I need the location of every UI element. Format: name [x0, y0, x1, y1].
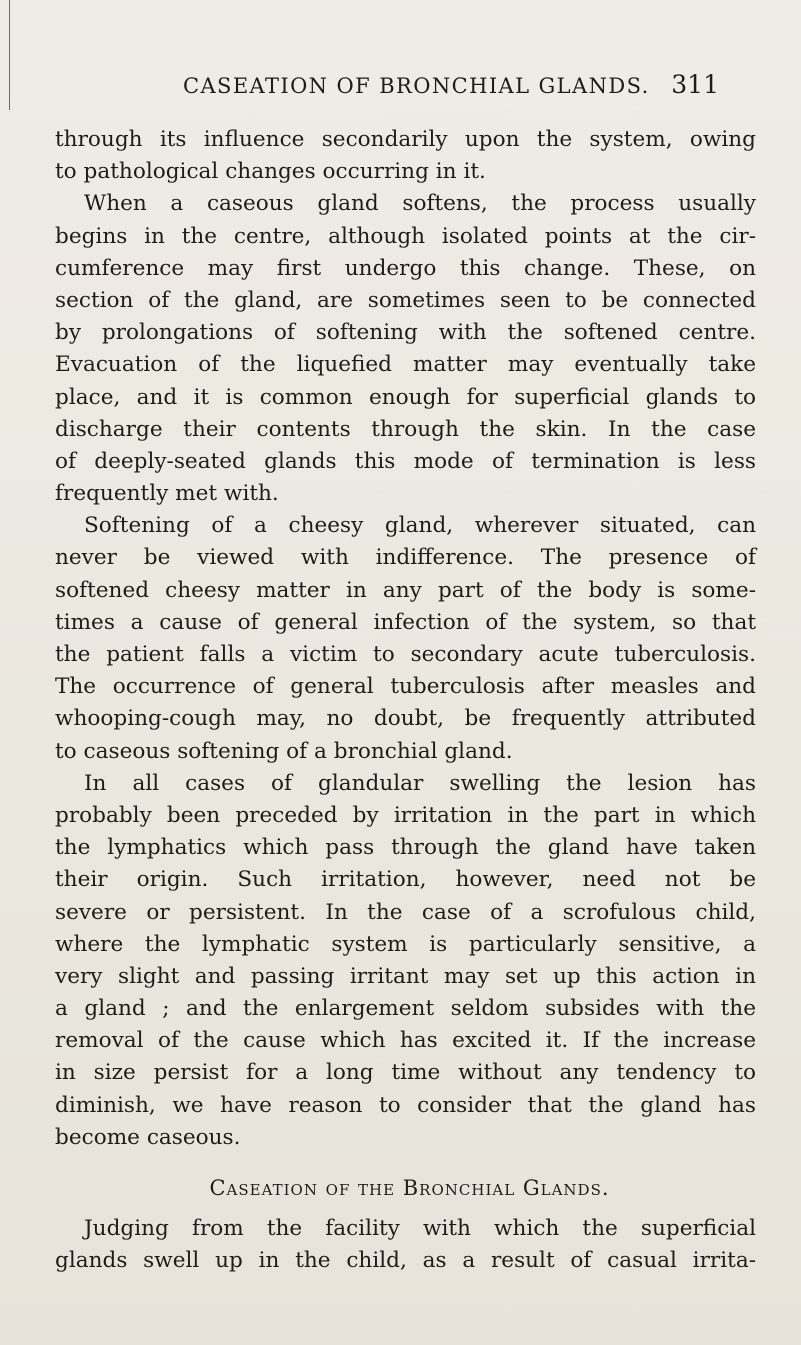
text-line: softened cheesy matter in any part of the body is some- [55, 577, 756, 603]
text-line: through its influence secondarily upon the system, owing [55, 127, 756, 152]
text-line: diminish, we have reason to consider that the gland has [55, 1092, 756, 1118]
text-line: by prolongations of softening with the softened centre. [55, 320, 756, 346]
paragraph [55, 510, 756, 768]
text-line: probably been preceded by irritation in the part in which [55, 802, 756, 828]
paragraph [55, 188, 756, 510]
text-line: When a caseous gland softens, the process usually [84, 191, 756, 217]
text-line: begins in the centre, although isolated points at the cir- [55, 223, 756, 249]
text-line: The occurrence of general tuberculosis after measles and [55, 674, 756, 700]
text-line: in size persist for a long time without any tendency to [55, 1060, 756, 1086]
text-line: discharge their contents through the skin. In the case [55, 416, 756, 442]
page-header [0, 70, 801, 110]
text-line: Evacuation of the liquefied matter may eventually take [55, 352, 756, 378]
section-heading: Caseation of the Bronchial Glands. [209, 1176, 610, 1200]
text-line: become caseous. [55, 1124, 241, 1150]
text-line: In all cases of glandular swelling the lesion has [84, 770, 756, 796]
text-line: glands swell up in the child, as a result of casual irrita- [55, 1248, 756, 1274]
text-line: place, and it is common enough for superficial glands to [55, 384, 756, 410]
text-line: removal of the cause which has excited it. If the increase [55, 1028, 756, 1054]
text-line: a gland ; and the enlargement seldom subsides with the [55, 996, 756, 1022]
text-line: where the lymphatic system is particularly sensitive, a [55, 931, 756, 957]
paragraph [55, 1213, 756, 1277]
text-line: severe or persistent. In the case of a scrofulous child, [55, 899, 756, 925]
paragraph [55, 768, 756, 1154]
text-line: very slight and passing irritant may set up this action in [55, 963, 756, 989]
text-line: to caseous softening of a bronchial gland. [55, 738, 513, 764]
text-line: times a cause of general infection of the system, so that [55, 609, 756, 635]
text-line: the patient falls a victim to secondary acute tuberculosis. [55, 642, 756, 667]
text-line: to pathological changes occurring in it. [55, 159, 486, 185]
text-line: the lymphatics which pass through the gland have taken [55, 835, 756, 861]
paragraph [55, 124, 756, 188]
text-line: their origin. Such irritation, however, need not be [55, 867, 756, 893]
page-number: 311 [671, 70, 719, 99]
text-line: of deeply-seated glands this mode of termination is less [55, 448, 756, 474]
text-line: cumference may first undergo this change. These, on [55, 255, 756, 281]
running-title: CASEATION OF BRONCHIAL GLANDS. [183, 74, 650, 98]
text-line: Judging from the facility with which the superficial [84, 1216, 756, 1242]
text-line: section of the gland, are sometimes seen to be connected [55, 287, 756, 313]
text-line: frequently met with. [55, 481, 279, 507]
body-text [55, 124, 756, 1278]
text-line: whooping-cough may, no doubt, be frequently attributed [55, 706, 756, 732]
text-line: Softening of a cheesy gland, wherever situated, can [84, 513, 756, 539]
text-line: never be viewed with indifference. The presence of [55, 545, 756, 571]
